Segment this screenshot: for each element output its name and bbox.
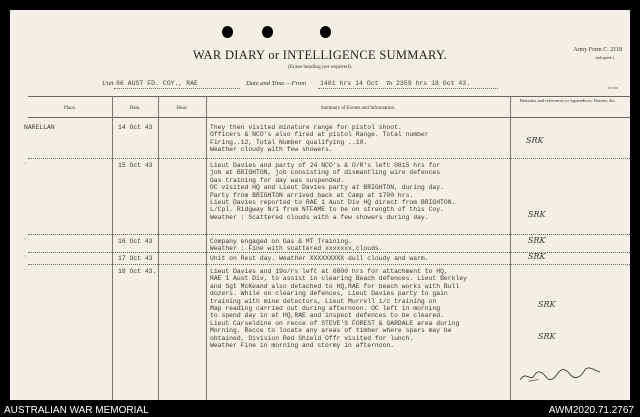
remarks-initials: SRK: [528, 210, 546, 219]
entry-place: ": [24, 239, 27, 243]
date-time-label: Date and Time.—From: [246, 80, 306, 87]
entry-place: ": [24, 256, 27, 260]
punch-hole: [262, 26, 273, 38]
entry-summary: They then visited minature range for pistol shoot. Officers & NCO's also fired at pistol Range. Total number Firing..12, Total Number qualifying ..10. Weather cloudy with few showers.: [210, 124, 429, 154]
archive-caption-left: AUSTRALIAN WAR MEMORIAL: [4, 405, 149, 416]
entry-place: NARELLAN: [24, 124, 55, 131]
entry-rule: [28, 264, 630, 265]
header-hour: Hour.: [176, 106, 188, 111]
punch-hole: [320, 26, 331, 38]
entry-rule: [28, 158, 630, 159]
form-print-code: M7438: [607, 86, 618, 90]
column-divider: [206, 96, 207, 400]
remarks-initials: SRK: [538, 332, 556, 341]
table-top-rule: [28, 96, 630, 97]
unit-underline: [114, 88, 240, 89]
entry-place: ": [24, 269, 27, 273]
unit-label: Unit: [102, 80, 114, 87]
entry-date: 14 Oct 43: [118, 124, 153, 131]
header-remarks: Remarks and references to Appendices, Diaries, &c.: [519, 98, 617, 103]
date-from-value: 1401 hrs 14 Oct: [320, 80, 379, 87]
column-divider: [510, 96, 511, 400]
entry-date: 17 Oct 43: [118, 255, 153, 262]
entry-place: ": [24, 163, 27, 167]
remarks-initials: SRK: [538, 300, 556, 309]
column-divider: [112, 96, 113, 400]
entry-date: 15 Oct 43: [118, 162, 153, 169]
header-date: Date.: [129, 106, 141, 111]
header-summary: Summary of Events and Information.: [320, 106, 396, 111]
army-form-adopted: (adopted.): [595, 55, 614, 60]
entry-summary: Lieut Davies and 19o/rs left at 0800 hrs for attachment to HQ, RAE 1 Aust Div, to assist in clearing Beach defences. Lieut Berkley and Sgt McKeand also detached to HQ,RAE for beach works with Bull dozers. While on clearing defences, Lieut Davies party to gain training with mine detectors, Lieut Murrell i/c training on Map reading carried out during afternoon. OC left in morning to spend day in at HQ,RAE and inspect defences to be cleared. Lieut Carseldine on recce of STEVE'S FOREST & GARDALE area during Morning. Recce to locate any areas of timber where spars may be obtained, Division Red Shield Offr visited for lunch. Weather Fine in morning and stormy in afternoon.: [210, 268, 467, 350]
unit-value: 86 AUST FD. COY., RAE: [116, 80, 198, 87]
entry-rule: [28, 234, 630, 235]
entry-summary: Lieut Davies and party of 24 NCO's & O/R's left 0815 hrs for job at BRIGHTON, job consisting of dismantling wire defences Gas training for day was suspended. OC visited HQ and Lieut Davies party at BRIGHTON, during day. Party from BRIGHTON arrived back at Camp at 1700 hrs. Lieut Davies reported to RAE 1 Aust Div HQ direct from BRIGHTON. L/Cpl. Ridgway N/1 from NTFAME to be on strength of this Coy. Weather : Scattered clouds with a few showers during day.: [210, 162, 456, 221]
entry-date: 18 Oct 43.: [118, 268, 157, 275]
date-to-value: 2359 hrs 18 Oct 43.: [396, 80, 471, 87]
army-form-number: Army Form C. 2118: [573, 47, 622, 53]
table-header-rule: [28, 117, 630, 118]
entry-date: 16 Oct 43: [118, 238, 153, 245]
page-title: WAR DIARY or INTELLIGENCE SUMMARY.: [192, 48, 448, 62]
commander-signature: [518, 363, 603, 385]
column-divider: [158, 96, 159, 400]
remarks-initials: SRK: [526, 136, 544, 145]
date-to-label: To: [386, 80, 393, 87]
header-place: Place.: [63, 106, 77, 111]
remarks-initials: SRK: [528, 252, 546, 261]
entry-summary: Company engaged on Gas & MT Training. Weather : Fine with scattered xxxxxxx,clouds.: [210, 238, 383, 253]
entry-summary: Unit on Rest day. Weather XXXXXXXXX dull cloudy and warm.: [210, 255, 429, 262]
diary-sheet: [10, 10, 630, 400]
date-underline: [318, 88, 498, 89]
punch-hole: [222, 26, 233, 38]
archive-caption-right: AWM2020.71.2767: [548, 405, 634, 416]
remarks-initials: SRK: [528, 236, 546, 245]
page-subtitle: (Erase heading not required).: [287, 64, 353, 70]
